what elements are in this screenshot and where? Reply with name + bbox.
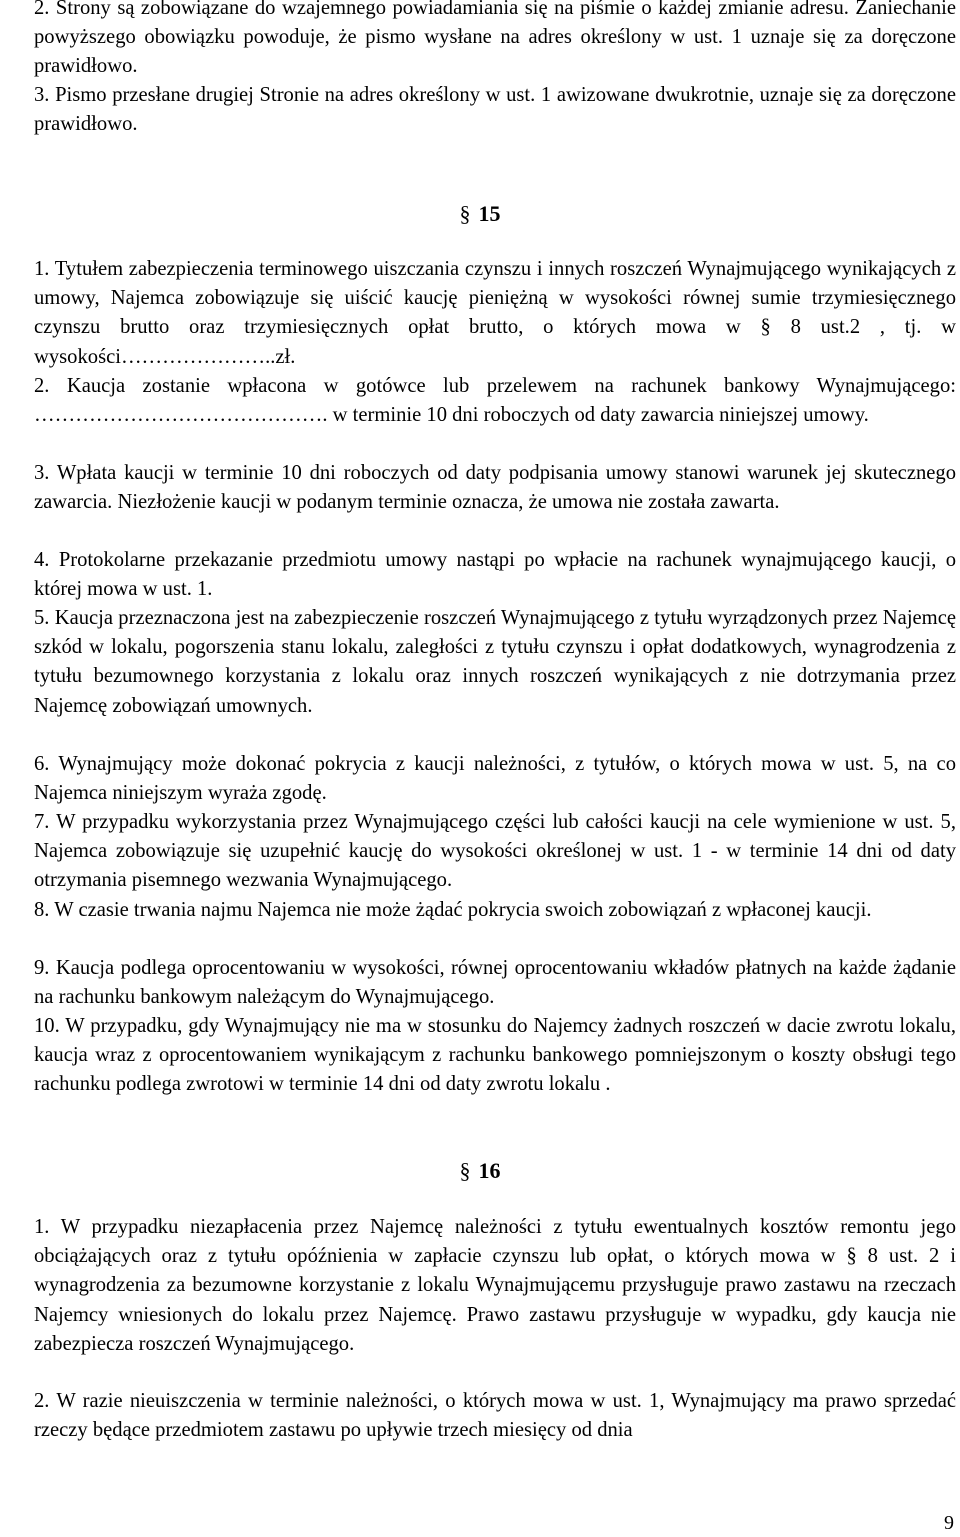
paragraph-number: 3. <box>34 462 50 484</box>
paragraph-number: 6. <box>34 753 50 775</box>
s15-paragraph-5 <box>34 604 956 721</box>
paragraph-text: W przypadku wykorzystania przez Wynajmującego części lub całości kaucji na cele wymienione w ust. 5, Najemca zobowiązuje się uzupełnić kaucję do wysokości określonej w ust. 1 - w terminie 14 dni od daty otrzymania pisemnego wezwania Wynajmującego. <box>34 811 956 892</box>
section-number: 16 <box>478 1158 501 1183</box>
paragraph-number: 7. <box>34 811 50 833</box>
paragraph-number: 2. <box>34 375 50 397</box>
paragraph-number: 5. <box>34 607 50 629</box>
paragraph-top-3 <box>34 81 956 139</box>
paragraph-text: W czasie trwania najmu Najemca nie może żądać pokrycia swoich zobowiązań z wpłaconej kaucji. <box>54 899 872 921</box>
section-number: 15 <box>478 201 501 226</box>
paragraph-number: 3. <box>34 84 50 106</box>
s16-paragraph-1 <box>34 1213 956 1359</box>
paragraph-number: 9. <box>34 957 50 979</box>
s15-paragraph-7 <box>34 808 956 896</box>
paragraph-number: 2. <box>34 0 50 19</box>
s15-paragraph-2 <box>34 372 956 430</box>
paragraph-number: 10. <box>34 1015 60 1037</box>
page-number: 9 <box>944 1512 954 1534</box>
s15-paragraph-8 <box>34 896 956 925</box>
paragraph-text: Wynajmujący może dokonać pokrycia z kaucji należności, z tytułów, o których mowa w ust. 5, na co Najemca niniejszym wyraża zgodę. <box>34 753 956 805</box>
paragraph-top-2 <box>34 0 956 82</box>
s15-paragraph-10 <box>34 1012 956 1100</box>
section-sign: § <box>459 1158 471 1183</box>
section-sign: § <box>459 201 471 226</box>
paragraph-number: 2. <box>34 1390 50 1412</box>
paragraph-number: 1. <box>34 1216 50 1238</box>
paragraph-text: W przypadku, gdy Wynajmujący nie ma w stosunku do Najemcy żadnych roszczeń w dacie zwrotu lokalu, kaucja wraz z oprocentowaniem wynikającym z rachunku bankowego pomniejszonym o koszty obsługi tego rachunku podlega zwrotowi w terminie 14 dni od daty zwrotu lokalu . <box>34 1015 956 1096</box>
s16-paragraph-2 <box>34 1387 956 1445</box>
paragraph-text: Kaucja podlega oprocentowaniu w wysokości, równej oprocentowaniu wkładów płatnych na każde żądanie na rachunku bankowym należącym do Wynajmującego. <box>34 957 956 1009</box>
paragraph-number: 8. <box>34 899 50 921</box>
paragraph-text: Protokolarne przekazanie przedmiotu umowy nastąpi po wpłacie na rachunek wynajmującego kaucji, o której mowa w ust. 1. <box>34 549 956 601</box>
section-heading-16 <box>0 1156 960 1186</box>
paragraph-text: Wpłata kaucji w terminie 10 dni roboczych od daty podpisania umowy stanowi warunek jej skutecznego zawarcia. Niezłożenie kaucji w podanym terminie oznacza, że umowa nie została zawarta. <box>34 462 956 514</box>
s15-paragraph-3 <box>34 459 956 517</box>
section-heading-15 <box>0 199 960 229</box>
paragraph-text: W przypadku niezapłacenia przez Najemcę należności z tytułu ewentualnych kosztów remontu jego obciążających oraz z tytułu opóźnienia w zapłacie czynszu lub opłat, o których mowa w § 8 ust. 2 i wynagrodzenia za bezumowne korzystanie z lokalu Wynajmującemu przysługuje prawo zastawu na rzeczach Najemcy wniesionych do lokalu przez Najemcę. Prawo zastawu przysługuje w wypadku, gdy kaucja nie zabezpiecza roszczeń Wynajmującego. <box>34 1216 956 1355</box>
paragraph-number: 1. <box>34 258 50 280</box>
paragraph-text: Tytułem zabezpieczenia terminowego uiszczania czynszu i innych roszczeń Wynajmującego wynikających z umowy, Najemca zobowiązuje się uiścić kaucję pieniężną w wysokości równej sumie trzymiesięcznego czynszu brutto oraz trzymiesięcznych opłat brutto, o których mowa w § 8 ust.2 , tj. w wysokości…………………..zł. <box>34 258 956 368</box>
paragraph-text: Pismo przesłane drugiej Stronie na adres określony w ust. 1 awizowane dwukrotnie, uznaje się za doręczone prawidłowo. <box>34 84 956 136</box>
paragraph-text: Kaucja przeznaczona jest na zabezpieczenie roszczeń Wynajmującego z tytułu wyrządzonych przez Najemcę szkód w lokalu, pogorszenia stanu lokalu, zaległości z tytułu czynszu i opłat dodatkowych, wynagrodzenia z tytułu bezumownego korzystania z lokalu oraz innych roszczeń wynikających z nie dotrzymania przez Najemcę zobowiązań umownych. <box>34 607 956 717</box>
s15-paragraph-4 <box>34 546 956 604</box>
paragraph-number: 4. <box>34 549 50 571</box>
s15-paragraph-6 <box>34 750 956 808</box>
paragraph-text: W razie nieuiszczenia w terminie należności, o których mowa w ust. 1, Wynajmujący ma prawo sprzedać rzeczy będące przedmiotem zastawu po upływie trzech miesięcy od dnia <box>34 1390 956 1442</box>
paragraph-text: Kaucja zostanie wpłacona w gotówce lub przelewem na rachunek bankowy Wynajmującego: ……………………………………. w terminie 10 dni roboczych od daty zawarcia niniejszej umowy. <box>34 375 956 427</box>
s15-paragraph-1 <box>34 255 956 372</box>
paragraph-text: Strony są zobowiązane do wzajemnego powiadamiania się na piśmie o każdej zmianie adresu. Zaniechanie powyższego obowiązku powoduje, że pismo wysłane na adres określony w ust. 1 uznaje się za doręczone prawidłowo. <box>34 0 956 78</box>
s15-paragraph-9 <box>34 954 956 1012</box>
